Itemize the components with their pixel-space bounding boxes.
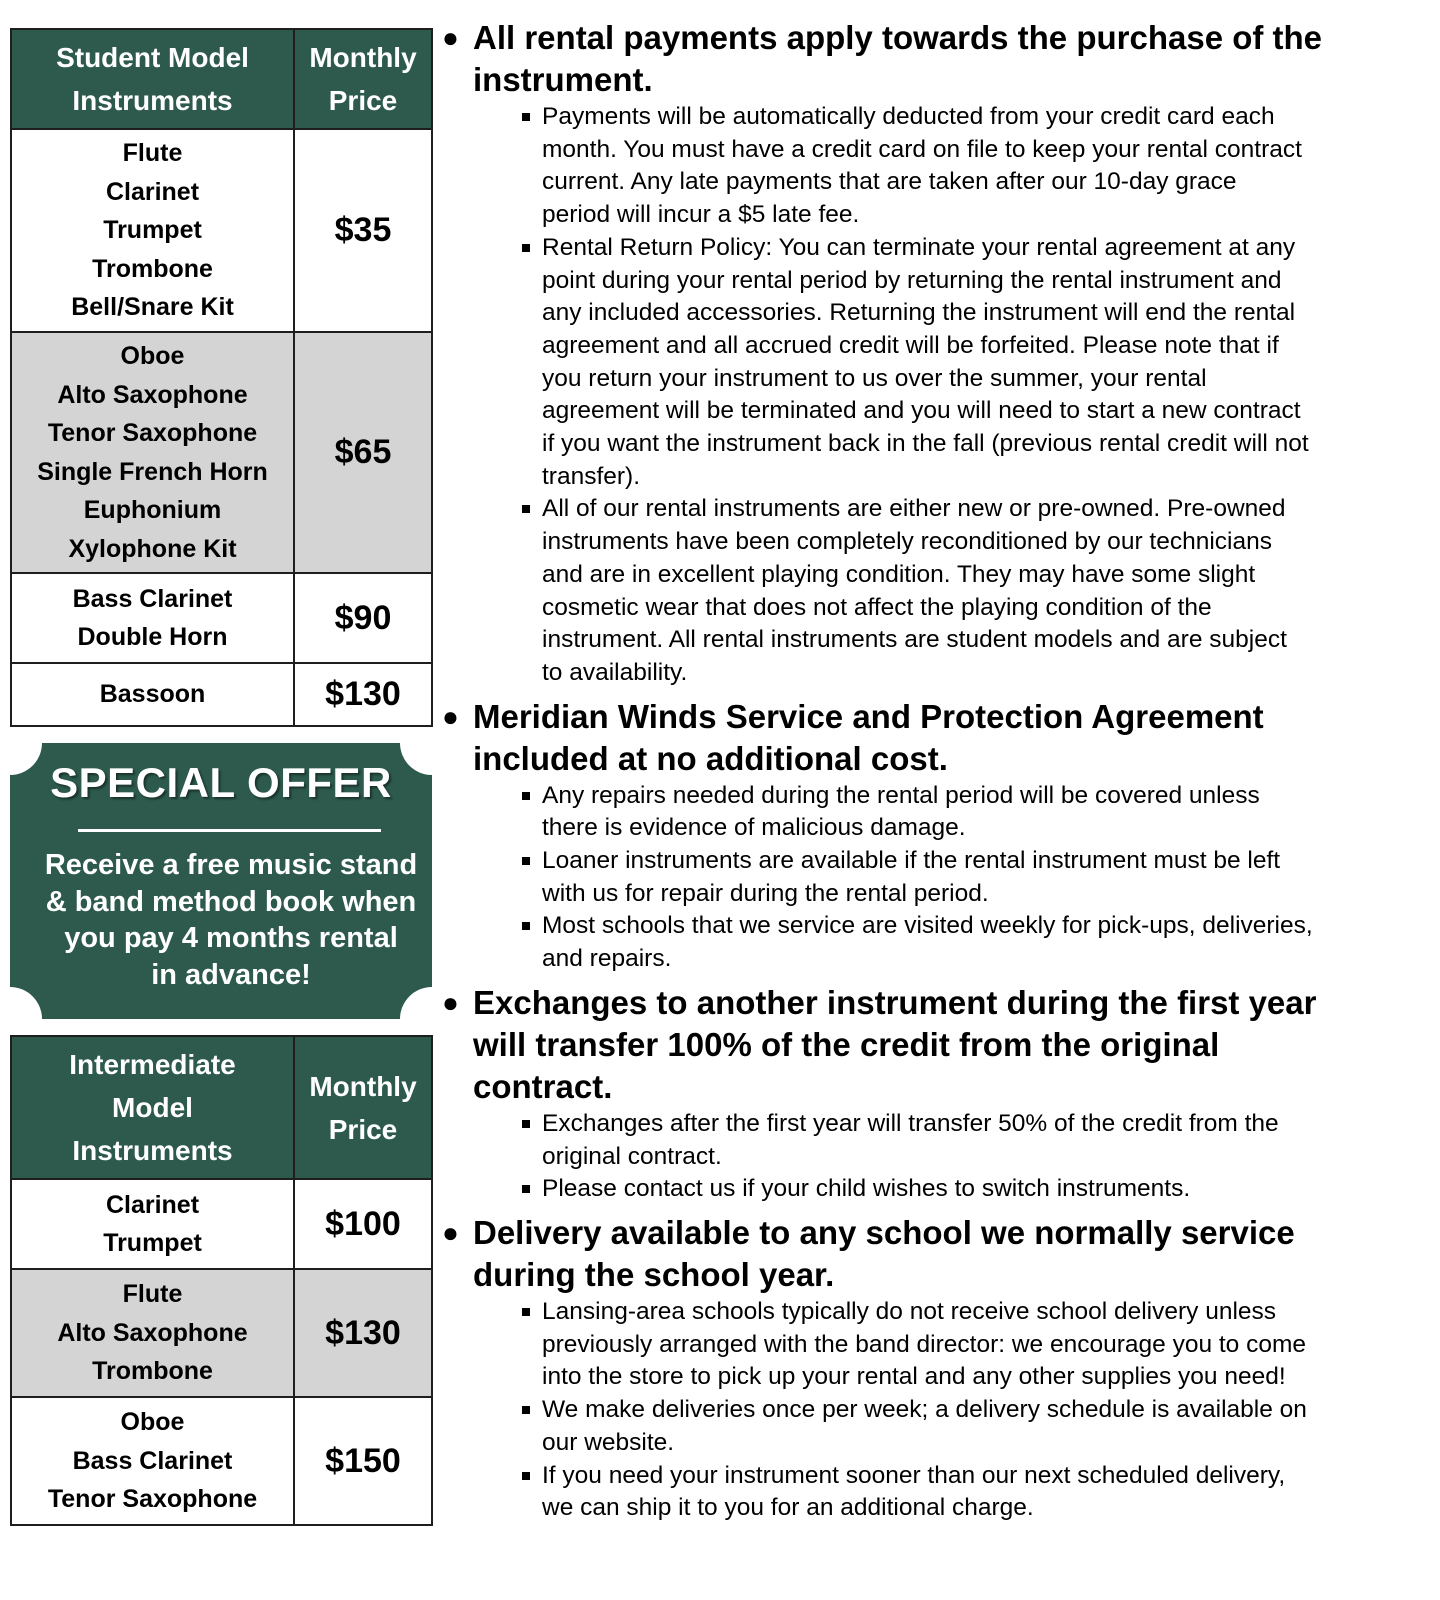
square-bullet-icon bbox=[522, 1120, 530, 1128]
section-heading: ● Delivery available to any school we normally service during the school year. bbox=[442, 1213, 1295, 1293]
bullet-icon: ● bbox=[442, 700, 459, 732]
col-header-price: Monthly Price bbox=[294, 29, 432, 129]
bullet-list bbox=[442, 101, 1432, 690]
section-rental-payments bbox=[442, 17, 1432, 690]
section-exchanges bbox=[442, 982, 1432, 1206]
square-bullet-icon bbox=[522, 1185, 530, 1193]
table-row bbox=[11, 1269, 432, 1397]
table-row bbox=[11, 1179, 432, 1269]
list-item: Please contact us if your child wishes to switch instruments. bbox=[442, 1173, 1432, 1206]
instrument-list: Clarinet Trumpet bbox=[11, 1179, 294, 1269]
bullet-icon: ● bbox=[442, 1216, 459, 1248]
col-header-price: Monthly Price bbox=[294, 1036, 432, 1179]
special-offer-badge bbox=[10, 743, 432, 1019]
policy-column bbox=[442, 17, 1432, 1525]
list-item: Rental Return Policy: You can terminate your rental agreement at any point during your rental period by returning the rental instrument and any included accessories. Returning the instrument will end the rental agreement and all accrued credit will be forfeited. Please note that if you return your instrument to us over the summer, your rental agreement will be terminated and you will need to start a new contract if you want the instrument back in the fall (previous rental credit will not transfer). bbox=[442, 232, 1432, 494]
list-item: All of our rental instruments are either new or pre-owned. Pre-owned instruments have been completely reconditioned by our technicians and are in excellent playing condition. They may have some slight cosmetic wear that does not affect the playing condition of the instrument. All rental instruments are student models and are subject to availability. bbox=[442, 493, 1432, 689]
bullet-icon: ● bbox=[442, 986, 459, 1018]
square-bullet-icon bbox=[522, 505, 530, 513]
list-item: Most schools that we service are visited weekly for pick-ups, deliveries, and repairs. bbox=[442, 910, 1432, 975]
square-bullet-icon bbox=[522, 1308, 530, 1316]
instrument-list: Flute Clarinet Trumpet Trombone Bell/Snare Kit bbox=[11, 129, 294, 332]
table-header-row bbox=[11, 1036, 432, 1179]
list-item: Exchanges after the first year will transfer 50% of the credit from the original contract. bbox=[442, 1108, 1432, 1173]
square-bullet-icon bbox=[522, 113, 530, 121]
table-row bbox=[11, 573, 432, 663]
table-row bbox=[11, 129, 432, 332]
square-bullet-icon bbox=[522, 792, 530, 800]
instrument-list: Flute Alto Saxophone Trombone bbox=[11, 1269, 294, 1397]
offer-divider bbox=[78, 829, 381, 832]
monthly-price: $100 bbox=[294, 1179, 432, 1269]
table-row bbox=[11, 663, 432, 726]
list-item: Loaner instruments are available if the rental instrument must be left with us for repair during the rental period. bbox=[442, 845, 1432, 910]
list-item: Any repairs needed during the rental period will be covered unless there is evidence of malicious damage. bbox=[442, 780, 1432, 845]
list-item: Lansing-area schools typically do not receive school delivery unless previously arranged with the band director: we encourage you to come into the store to pick up your rental and any other supplies you need! bbox=[442, 1296, 1432, 1394]
monthly-price: $35 bbox=[294, 129, 432, 332]
col-header-instruments: Student Model Instruments bbox=[11, 29, 294, 129]
square-bullet-icon bbox=[522, 1406, 530, 1414]
bullet-icon: ● bbox=[442, 22, 459, 53]
monthly-price: $90 bbox=[294, 573, 432, 663]
section-heading: ● Meridian Winds Service and Protection Agreement included at no additional cost. bbox=[442, 697, 1264, 777]
list-item: If you need your instrument sooner than our next scheduled delivery, we can ship it to you for an additional charge. bbox=[442, 1460, 1432, 1525]
square-bullet-icon bbox=[522, 244, 530, 252]
instrument-list: Oboe Alto Saxophone Tenor Saxophone Single French Horn Euphonium Xylophone Kit bbox=[11, 332, 294, 573]
left-column bbox=[10, 28, 432, 1526]
table-header-row bbox=[11, 29, 432, 129]
section-heading: ● Exchanges to another instrument during the first year will transfer 100% of the credit from the original contract. bbox=[442, 983, 1317, 1105]
square-bullet-icon bbox=[522, 1472, 530, 1480]
table-row bbox=[11, 332, 432, 573]
monthly-price: $65 bbox=[294, 332, 432, 573]
section-heading: ● All rental payments apply towards the purchase of the instrument. bbox=[442, 19, 1323, 98]
square-bullet-icon bbox=[522, 922, 530, 930]
bullet-list bbox=[442, 1296, 1432, 1525]
list-item: We make deliveries once per week; a delivery schedule is available on our website. bbox=[442, 1394, 1432, 1459]
monthly-price: $130 bbox=[294, 1269, 432, 1397]
section-service-agreement bbox=[442, 696, 1432, 976]
intermediate-price-table bbox=[10, 1035, 433, 1526]
monthly-price: $130 bbox=[294, 663, 432, 726]
bullet-list bbox=[442, 1108, 1432, 1206]
monthly-price: $150 bbox=[294, 1397, 432, 1525]
section-delivery bbox=[442, 1212, 1432, 1525]
instrument-list: Bass Clarinet Double Horn bbox=[11, 573, 294, 663]
instrument-list: Oboe Bass Clarinet Tenor Saxophone bbox=[11, 1397, 294, 1525]
student-price-table bbox=[10, 28, 433, 727]
offer-title: SPECIAL OFFER bbox=[50, 759, 392, 806]
square-bullet-icon bbox=[522, 857, 530, 865]
instrument-list: Bassoon bbox=[11, 663, 294, 726]
list-item: Payments will be automatically deducted from your credit card each month. You must have a credit card on file to keep your rental contract current. Any late payments that are taken after our 10-day grace period will incur a $5 late fee. bbox=[442, 101, 1432, 232]
table-row bbox=[11, 1397, 432, 1525]
offer-text: Receive a free music stand & band method book when you pay 4 months rental in advance! bbox=[44, 849, 418, 991]
bullet-list bbox=[442, 780, 1432, 976]
col-header-instruments: Intermediate Model Instruments bbox=[11, 1036, 294, 1179]
